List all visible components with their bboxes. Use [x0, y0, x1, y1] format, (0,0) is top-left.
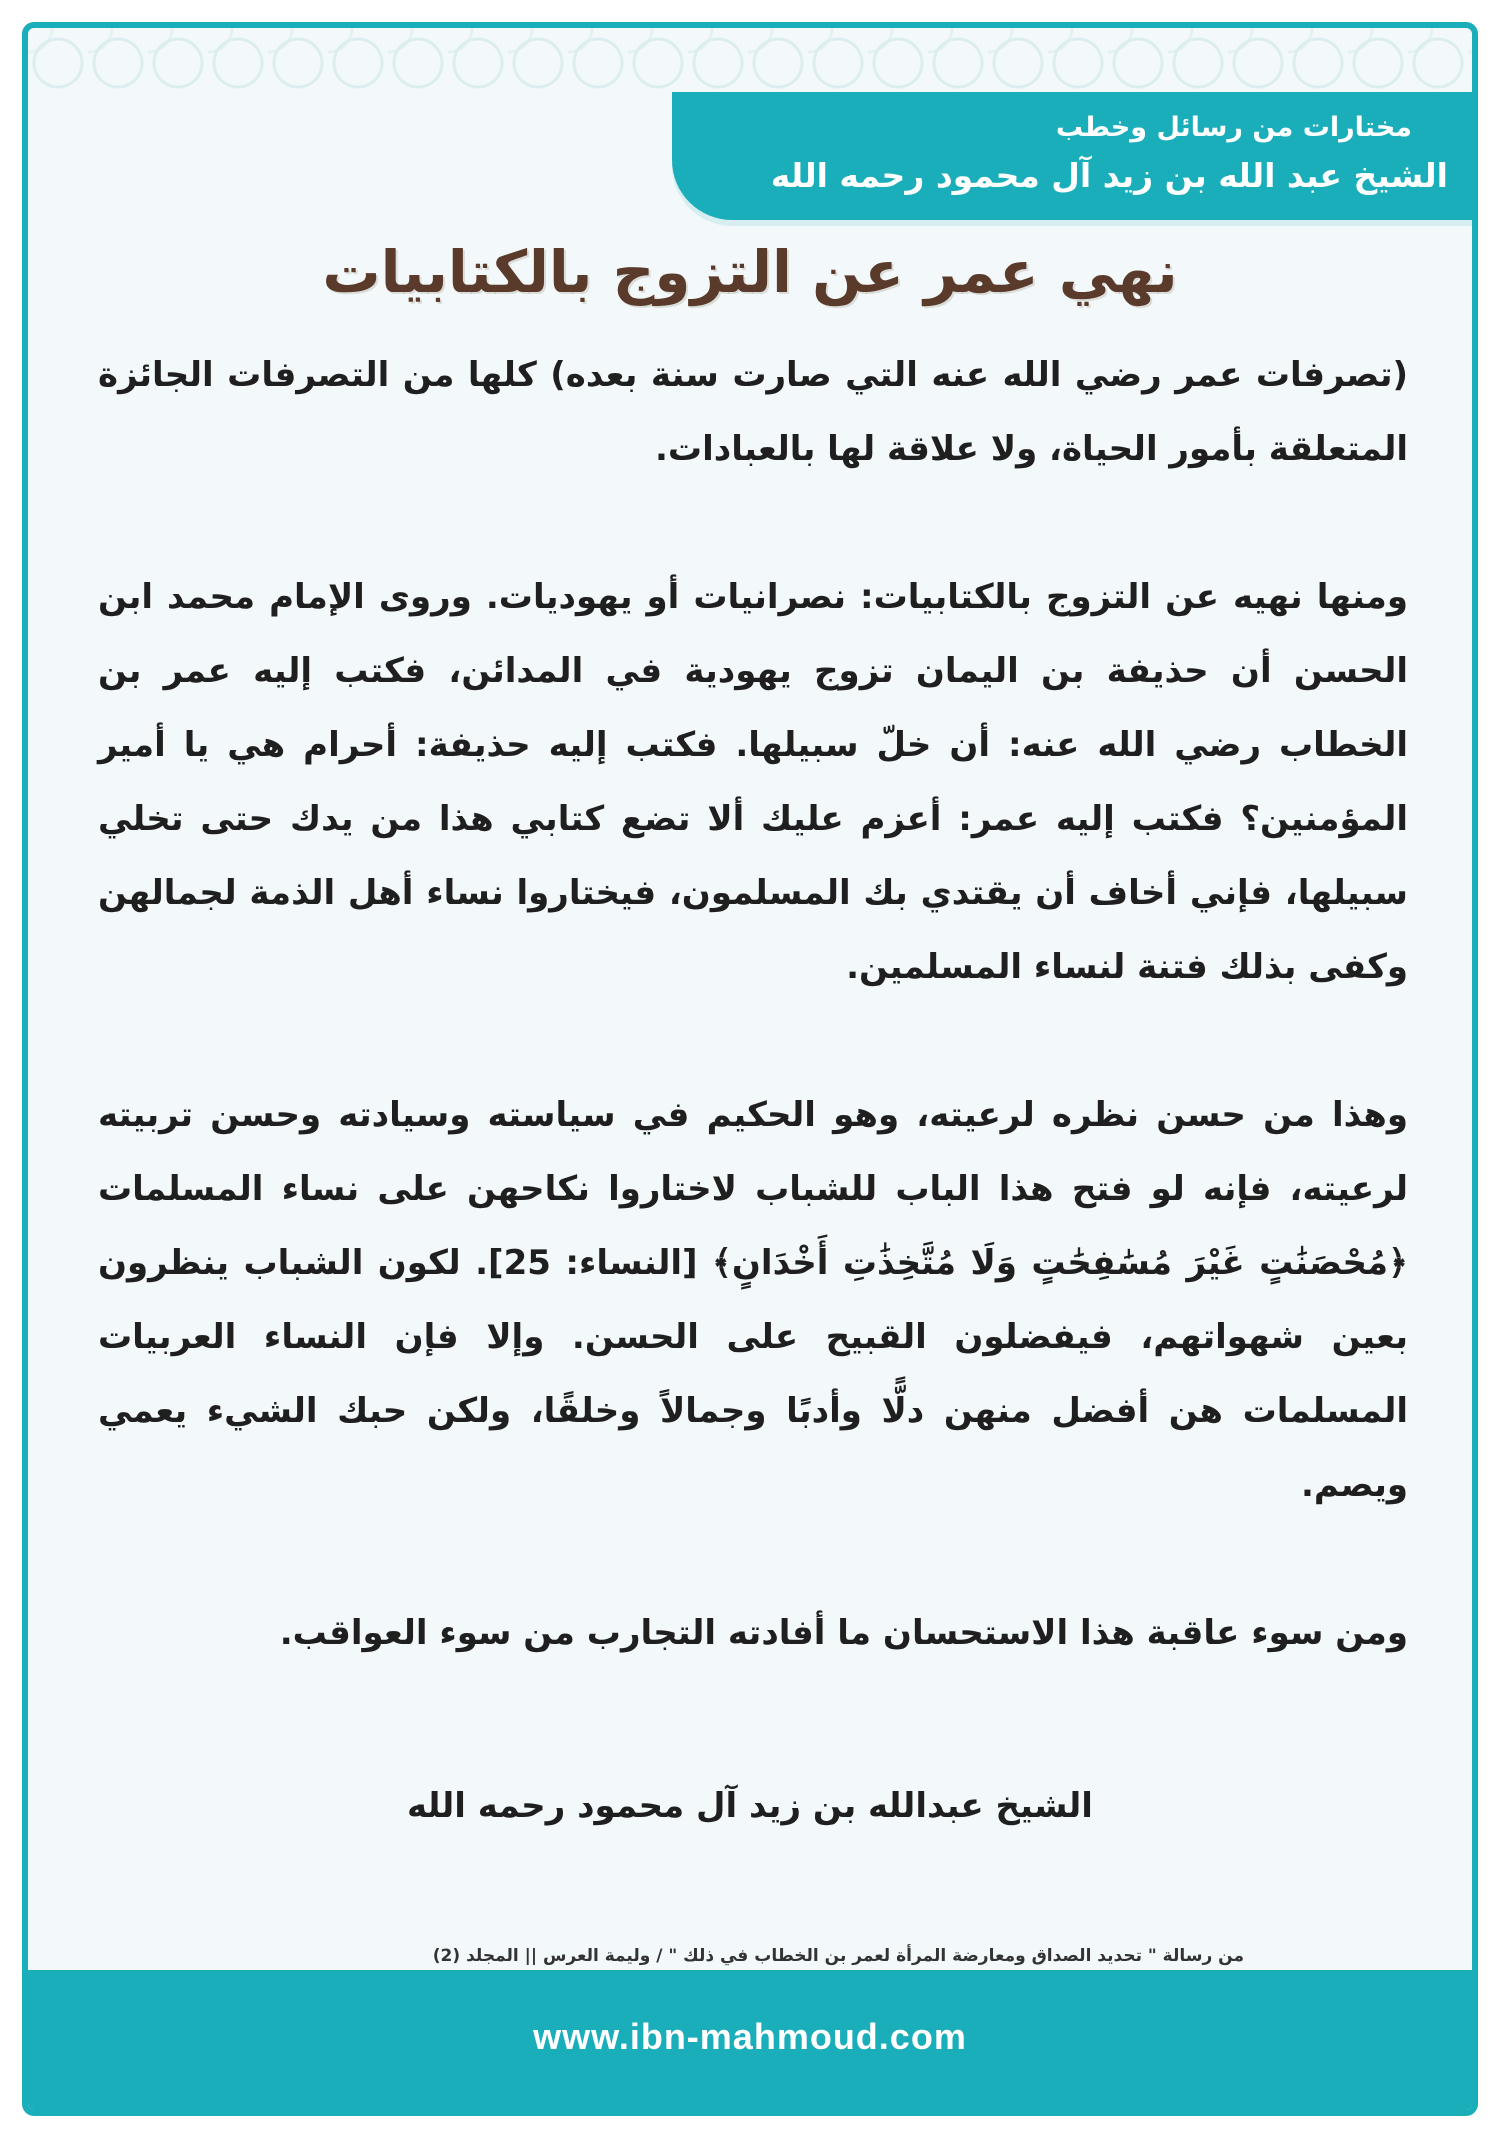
- paragraph: ومنها نهيه عن التزوج بالكتابيات: نصرانيات أو يهوديات. وروى الإمام محمد ابن الحسن أن حذيفة بن اليمان تزوج يهودية في المدائن، فكتب إليه عمر بن الخطاب رضي الله عنه: أن خلّ سبيلها. فكتب إليه حذيفة: أحرام هي يا أمير المؤمنين؟ فكتب إليه عمر: أعزم عليك ألا تضع كتابي هذا من يدك حتى تخلي سبيلها، فإني أخاف أن يقتدي بك المسلمون، فيختاروا نساء أهل الذمة لجمالهن وكفى بذلك فتنة لنساء المسلمين.: [98, 577, 1408, 987]
- header-subtitle: مختارات من رسائل وخطب: [1055, 112, 1412, 143]
- decorative-pattern: [28, 28, 1472, 98]
- page-frame: [22, 22, 1478, 2116]
- article-body: [98, 338, 1408, 1670]
- page-title: نهي عمر عن التزوج بالكتابيات: [322, 238, 1178, 306]
- signature: الشيخ عبدالله بن زيد آل محمود رحمه الله: [407, 1786, 1093, 1826]
- paragraph: وهذا من حسن نظره لرعيته، وهو الحكيم في سياسته وسيادته وحسن تربيته لرعيته، فإنه لو فتح هذا الباب للشباب لاختاروا نكاحهن على نساء المسلمات ﴿مُحْصَنَٰتٍ غَيْرَ مُسَٰفِحَٰتٍ وَلَا مُتَّخِذَٰتِ أَخْدَانٍ﴾ [النساء: 25]. لكون الشباب ينظرون بعين شهواتهم، فيفضلون القبيح على الحسن. وإلا فإن النساء العربيات المسلمات هن أفضل منهن دلًّا وأدبًا وجمالاً وخلقًا، ولكن حبك الشيء يعمي ويصم.: [98, 1095, 1409, 1505]
- header-author: الشيخ عبد الله بن زيد آل محمود رحمه الله: [770, 156, 1448, 195]
- footer-banner: [28, 1970, 1472, 2110]
- header-banner: [672, 92, 1472, 220]
- source-citation: من رسالة " تحديد الصداق ومعارضة المرأة لعمر بن الخطاب في ذلك " / وليمة العرس || المجلد (2): [432, 1946, 1244, 1966]
- paragraph: (تصرفات عمر رضي الله عنه التي صارت سنة بعده) كلها من التصرفات الجائزة المتعلقة بأمور الحياة، ولا علاقة لها بالعبادات.: [98, 355, 1408, 469]
- website-link[interactable]: www.ibn-mahmoud.com: [533, 2016, 967, 2057]
- paragraph: ومن سوء عاقبة هذا الاستحسان ما أفادته التجارب من سوء العواقب.: [279, 1613, 1408, 1653]
